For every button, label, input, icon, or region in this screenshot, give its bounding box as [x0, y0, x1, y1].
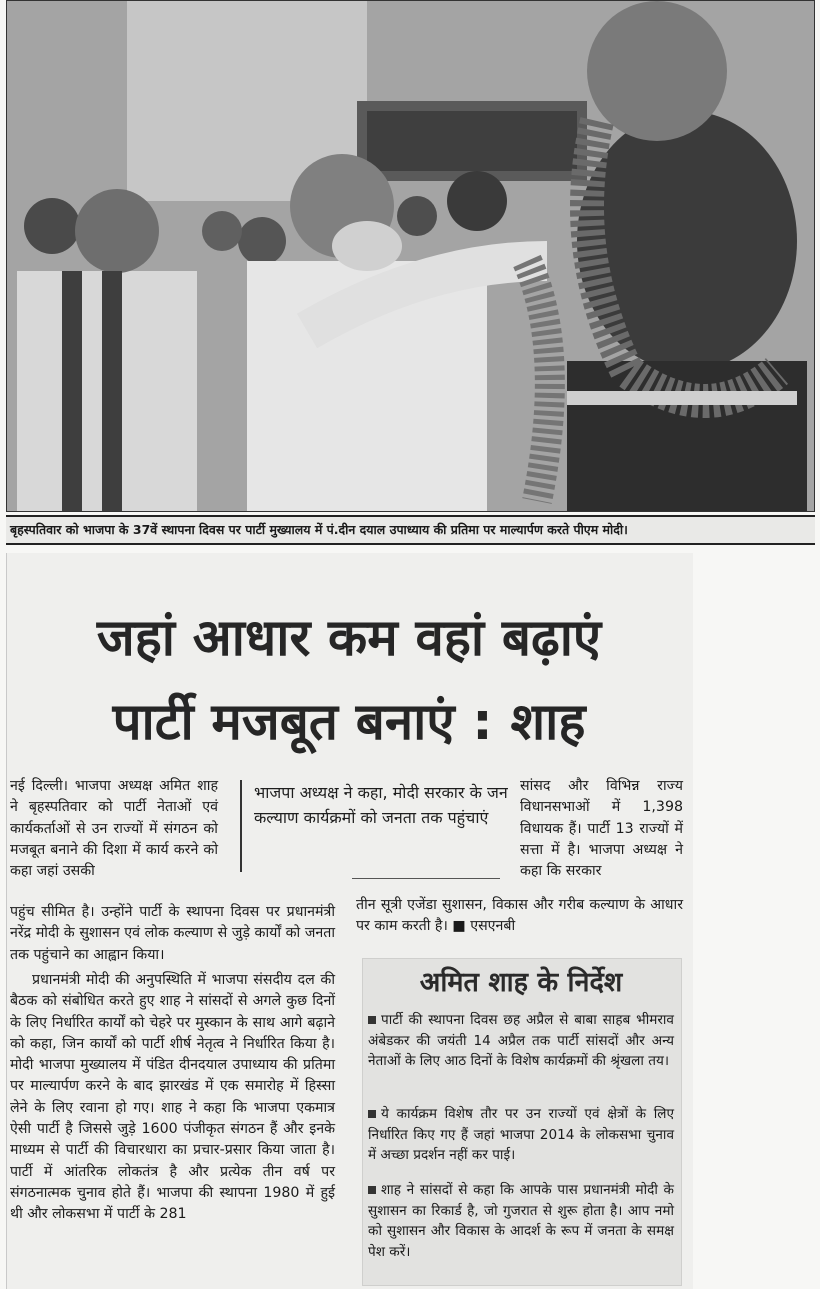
- directive-item: [368, 1104, 674, 1166]
- article-paragraph-2: प्रधानमंत्री मोदी की अनुपस्थिति में भाजपा संसदीय दल की बैठक को संबोधित करते हुए शाह ने सांसदों से अगले कुछ दिनों के लिए निर्धारित कार्यों को चेहरे पर मुस्कान के साथ आगे बढ़ाने को कहा, जिन कार्यों को पार्टी शीर्ष नेतृत्व ने निर्धारित किया है। मोदी भाजपा मुख्यालय में पंडित दीनदयाल उपाध्याय की प्रतिमा पर माल्यार्पण करने के बाद झारखंड में एक समारोह में हिस्सा लेने के लिए रवाना हो गए। शाह ने कहा कि भाजपा एकमात्र ऐसी पार्टी है जिससे जुड़े 1600 पंजीकृत संगठन हैं और इनके माध्यम से पार्टी की विचारधारा का प्रचार-प्रसार किया जाता है। पार्टी में आंतरिक लोकतंत्र है और प्रत्येक तीन वर्ष पर संगठनात्मक चुनाव होते हैं। भाजपा की स्थापना 1980 में हुई थी और लोकसभा में पार्टी के 281: [10, 972, 335, 1223]
- directive-item: [368, 1180, 674, 1262]
- directive-text: ये कार्यक्रम विशेष तौर पर उन राज्यों एवं क्षेत्रों के लिए निर्धारित किए गए हैं जहां भाजपा 2014 के लोकसभा चुनाव में अच्छा प्रदर्शन नहीं कर पाई।: [368, 1106, 674, 1164]
- bullet-square-icon: [368, 1016, 376, 1024]
- directives-title: अमित शाह के निर्देश: [419, 967, 623, 998]
- photo-caption: बृहस्पतिवार को भाजपा के 37वें स्थापना दिवस पर पार्टी मुख्यालय में पं.दीन दयाल उपाध्याय की प्रतिमा पर माल्यार्पण करते पीएम मोदी।: [6, 515, 815, 545]
- directive-item: [368, 1010, 674, 1072]
- bullet-square-icon: [368, 1110, 376, 1118]
- news-photo: [6, 0, 815, 512]
- article-col3-bottom: तीन सूत्री एजेंडा सुशासन, विकास और गरीब कल्याण के आधार पर काम करती है। ■ एसएनबी: [356, 897, 683, 935]
- article-col1-top: नई दिल्ली। भाजपा अध्यक्ष अमित शाह ने बृहस्पतिवार को पार्टी नेताओं एवं कार्यकर्ताओं से उन राज्यों में संगठन को मजबूत बनाने की दिशा में कार्य करने को कहा जहां उसकी: [10, 778, 218, 880]
- directive-text: पार्टी की स्थापना दिवस छह अप्रैल से बाबा साहब भीमराव अंबेडकर की जयंती 14 अप्रैल तक पार्टी सांसदों और अन्य नेताओं के लिए आठ दिनों के विशेष कार्यक्रमों की श्रृंखला तय।: [368, 1012, 674, 1070]
- headline-line-2: पार्टी मजबूत बनाएं : शाह: [112, 693, 586, 752]
- pull-quote-rule: [352, 878, 500, 879]
- directive-text: शाह ने सांसदों से कहा कि आपके पास प्रधानमंत्री मोदी के सुशासन का रिकार्ड है, जो गुजरात से शुरू होता है। आप नमो को सुशासन और विकास के आदर्श के रूप में जनता के समक्ष पेश करें।: [368, 1182, 674, 1260]
- article-col1-mid: पहुंच सीमित है। उन्होंने पार्टी के स्थापना दिवस पर प्रधानमंत्री नरेंद्र मोदी के सुशासन एवं लोक कल्याण से जुड़े कार्यों को जनता तक पहुंचाने का आह्वान किया।: [10, 904, 335, 963]
- pull-quote: भाजपा अध्यक्ष ने कहा, मोदी सरकार के जन कल्याण कार्यक्रमों को जनता तक पहुंचाएं: [240, 780, 508, 872]
- article-col3-top: सांसद और विभिन्न राज्य विधानसभाओं में 1,398 विधायक हैं। पार्टी 13 राज्यों में सत्ता में है। भाजपा अध्यक्ष ने कहा कि सरकार: [520, 778, 683, 880]
- bullet-square-icon: [368, 1186, 376, 1194]
- headline-line-1: जहां आधार कम वहां बढ़ाएं: [96, 609, 602, 668]
- photo-illustration: [7, 1, 814, 511]
